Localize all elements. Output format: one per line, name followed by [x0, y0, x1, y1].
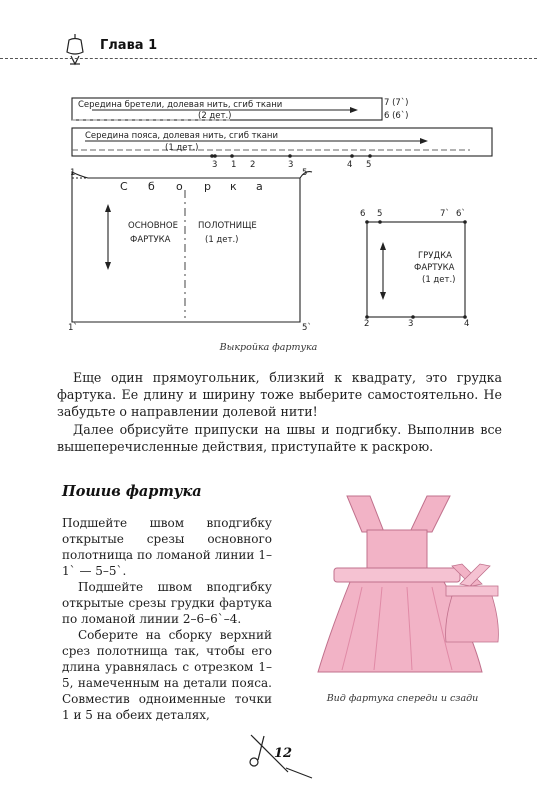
belt-label: Середина пояса, долевая нить, сгиб ткани — [85, 131, 279, 141]
bib-point-4: 4 — [464, 319, 470, 329]
apron-illustration — [312, 492, 502, 687]
page-header — [0, 28, 537, 68]
instruction-hem-panel: Подшейте швом вподгибку открытые срезы основного полотнища по ломаной линии 1–1` — 5–5`. — [62, 516, 272, 578]
paragraph-bib: Еще один прямоугольник, близкий к квадрату, это грудка фартука. Ее длину и ширину тоже выберите самостоятельно. Не забудьте о направлении долевой нити! — [57, 370, 502, 419]
belt-point-4: 4 — [347, 160, 353, 170]
belt-point-2: 2 — [250, 160, 256, 170]
gather-letter-4: р — [204, 180, 212, 193]
bib-point-2: 2 — [364, 319, 370, 329]
point-6: 6 (6`) — [384, 111, 409, 121]
main-label-left-2: ФАРТУКА — [130, 235, 171, 245]
main-point-5b: 5` — [302, 323, 312, 333]
dress-form-icon — [60, 32, 90, 68]
page-number: 12 — [274, 746, 293, 761]
main-point-1: 1 — [70, 168, 76, 178]
paragraph-allowances: Далее обрисуйте припуски на швы и подгибку. Выполнив все вышеперечисленные действия, приступайте к раскрою. — [57, 422, 502, 454]
apron-pattern-diagram — [0, 90, 537, 340]
main-point-5: 5 — [302, 168, 308, 178]
bib-point-7b: 7` — [440, 209, 450, 219]
bib-point-6: 6 — [360, 209, 366, 219]
bib-point-3: 3 — [408, 319, 414, 329]
strap-label: Середина бретели, долевая нить, сгиб ткани — [78, 100, 283, 110]
header-divider — [0, 58, 537, 59]
bib-label-3: (1 дет.) — [422, 275, 456, 285]
belt-point-3b: 3 — [288, 160, 294, 170]
bib-point-6b: 6` — [456, 209, 466, 219]
main-panel — [72, 172, 300, 322]
belt-count: (1 дет.) — [165, 143, 199, 153]
main-label-right-1: ПОЛОТНИЩЕ — [198, 221, 257, 231]
chapter-label: Глава 1 — [100, 38, 158, 53]
belt-point-3: 3 — [212, 160, 218, 170]
main-point-1b: 1` — [68, 323, 78, 333]
pattern-caption: Выкройка фартука — [219, 342, 318, 353]
belt-point-5: 5 — [366, 160, 372, 170]
section-title: Пошив фартука — [62, 483, 202, 500]
gather-letter-1: С — [120, 180, 129, 193]
gather-letter-2: б — [148, 180, 156, 193]
instruction-gather: Соберите на сборку верхний срез полотнища так, чтобы его длина уравнялась с отрезком 1–5, намеченным на детали пояса. Совместив одноименные точки 1 и 5 на обеих деталях, — [62, 628, 272, 722]
instructions-column — [62, 515, 272, 723]
main-label-left-1: ОСНОВНОЕ — [128, 221, 178, 231]
gather-letter-3: о — [176, 180, 184, 193]
illustration-caption: Вид фартука спереди и сзади — [326, 693, 479, 704]
bib-label-1: ГРУДКА — [418, 251, 452, 261]
main-label-right-2: (1 дет.) — [205, 235, 239, 245]
strap-count: (2 дет.) — [198, 111, 232, 121]
gather-letter-6: а — [256, 180, 264, 193]
bib-label-2: ФАРТУКА — [414, 263, 455, 273]
belt-point-1: 1 — [231, 160, 237, 170]
point-7: 7 (7`) — [384, 98, 409, 108]
bib-point-5: 5 — [377, 209, 383, 219]
instruction-hem-bib: Подшейте швом вподгибку открытые срезы грудки фартука по ломаной линии 2–6–6`–4. — [62, 580, 272, 626]
gather-letter-5: к — [230, 180, 238, 193]
